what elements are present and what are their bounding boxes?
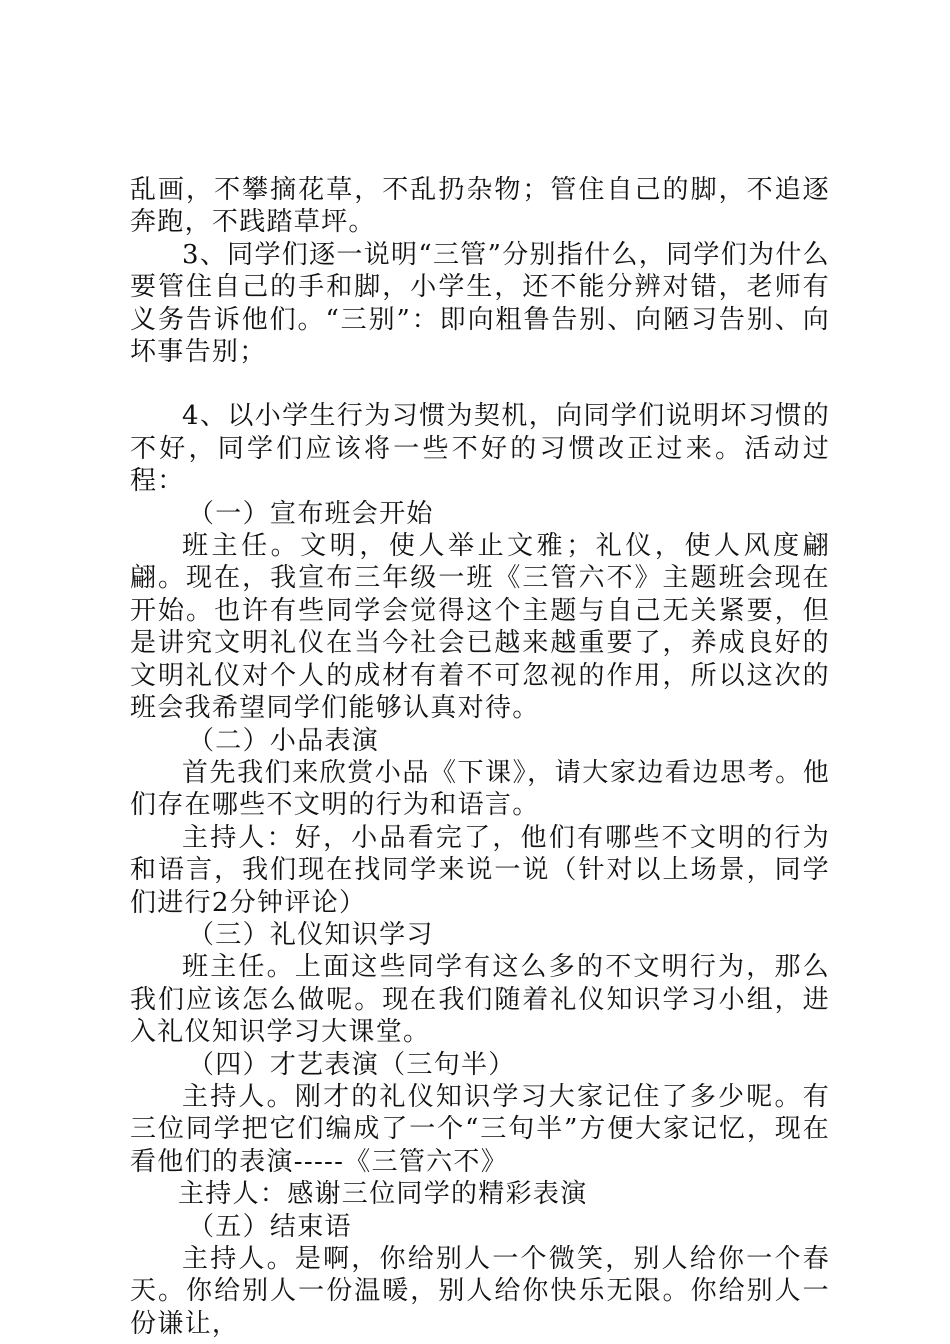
section-heading-4: （四）才艺表演（三句半） bbox=[188, 1049, 516, 1080]
paragraph-opening: 班主任。文明，使人举止文雅；礼仪，使人风度翩翩。现在，我宣布三年级一班《三管六不》主题班会现在开始。也许有些同学会觉得这个主题与自己无关紧要，但是讲究文明礼仪在当今社会已越来越重要了，养成良好的文明礼仪对个人的成材有着不可忽视的作用，所以这次的班会我希望同学们能够认真对待。 bbox=[130, 531, 830, 724]
section-heading-2: （二）小品表演 bbox=[188, 725, 380, 756]
paragraph-skit: 首先我们来欣赏小品《下课》，请大家边看边思考。他们存在哪些不文明的行为和语言。 bbox=[130, 757, 830, 821]
section-heading-5: （五）结束语 bbox=[188, 1211, 352, 1242]
paragraph-host-discussion: 主持人：好，小品看完了，他们有哪些不文明的行为和语言，我们现在找同学来说一说（针对以上场景，同学们进行2分钟评论） bbox=[130, 822, 830, 918]
paragraph-thanks: 主持人：感谢三位同学的精彩表演 bbox=[178, 1179, 588, 1210]
paragraph-performance: 主持人。刚才的礼仪知识学习大家记住了多少呢。有三位同学把它们编成了一个“三句半”方便大家记忆，现在看他们的表演-----《三管六不》 bbox=[130, 1081, 830, 1177]
section-heading-1: （一）宣布班会开始 bbox=[188, 498, 434, 529]
blank-line bbox=[130, 368, 830, 400]
paragraph-item-3: 3、同学们逐一说明“三管”分别指什么，同学们为什么要管住自己的手和脚，小学生，还不能分辨对错，老师有义务告诉他们。“三别”：即向粗鲁告别、向陋习告别、向坏事告别； bbox=[130, 239, 830, 368]
paragraph-item-4: 4、以小学生行为习惯为契机，向同学们说明坏习惯的不好，同学们应该将一些不好的习惯改正过来。活动过程： bbox=[130, 401, 830, 497]
paragraph-continued: 乱画，不攀摘花草，不乱扔杂物；管住自己的脚，不追逐奔跑，不践踏草坪。 bbox=[130, 175, 830, 238]
document-page bbox=[130, 174, 830, 1340]
section-heading-3: （三）礼仪知识学习 bbox=[188, 919, 434, 950]
paragraph-closing: 主持人。是啊，你给别人一个微笑，别人给你一个春天。你给别人一份温暖，别人给你快乐无限。你给别人一份谦让， bbox=[130, 1244, 830, 1339]
paragraph-etiquette: 班主任。上面这些同学有这么多的不文明行为，那么我们应该怎么做呢。现在我们随着礼仪知识学习小组，进入礼仪知识学习大课堂。 bbox=[130, 952, 830, 1048]
